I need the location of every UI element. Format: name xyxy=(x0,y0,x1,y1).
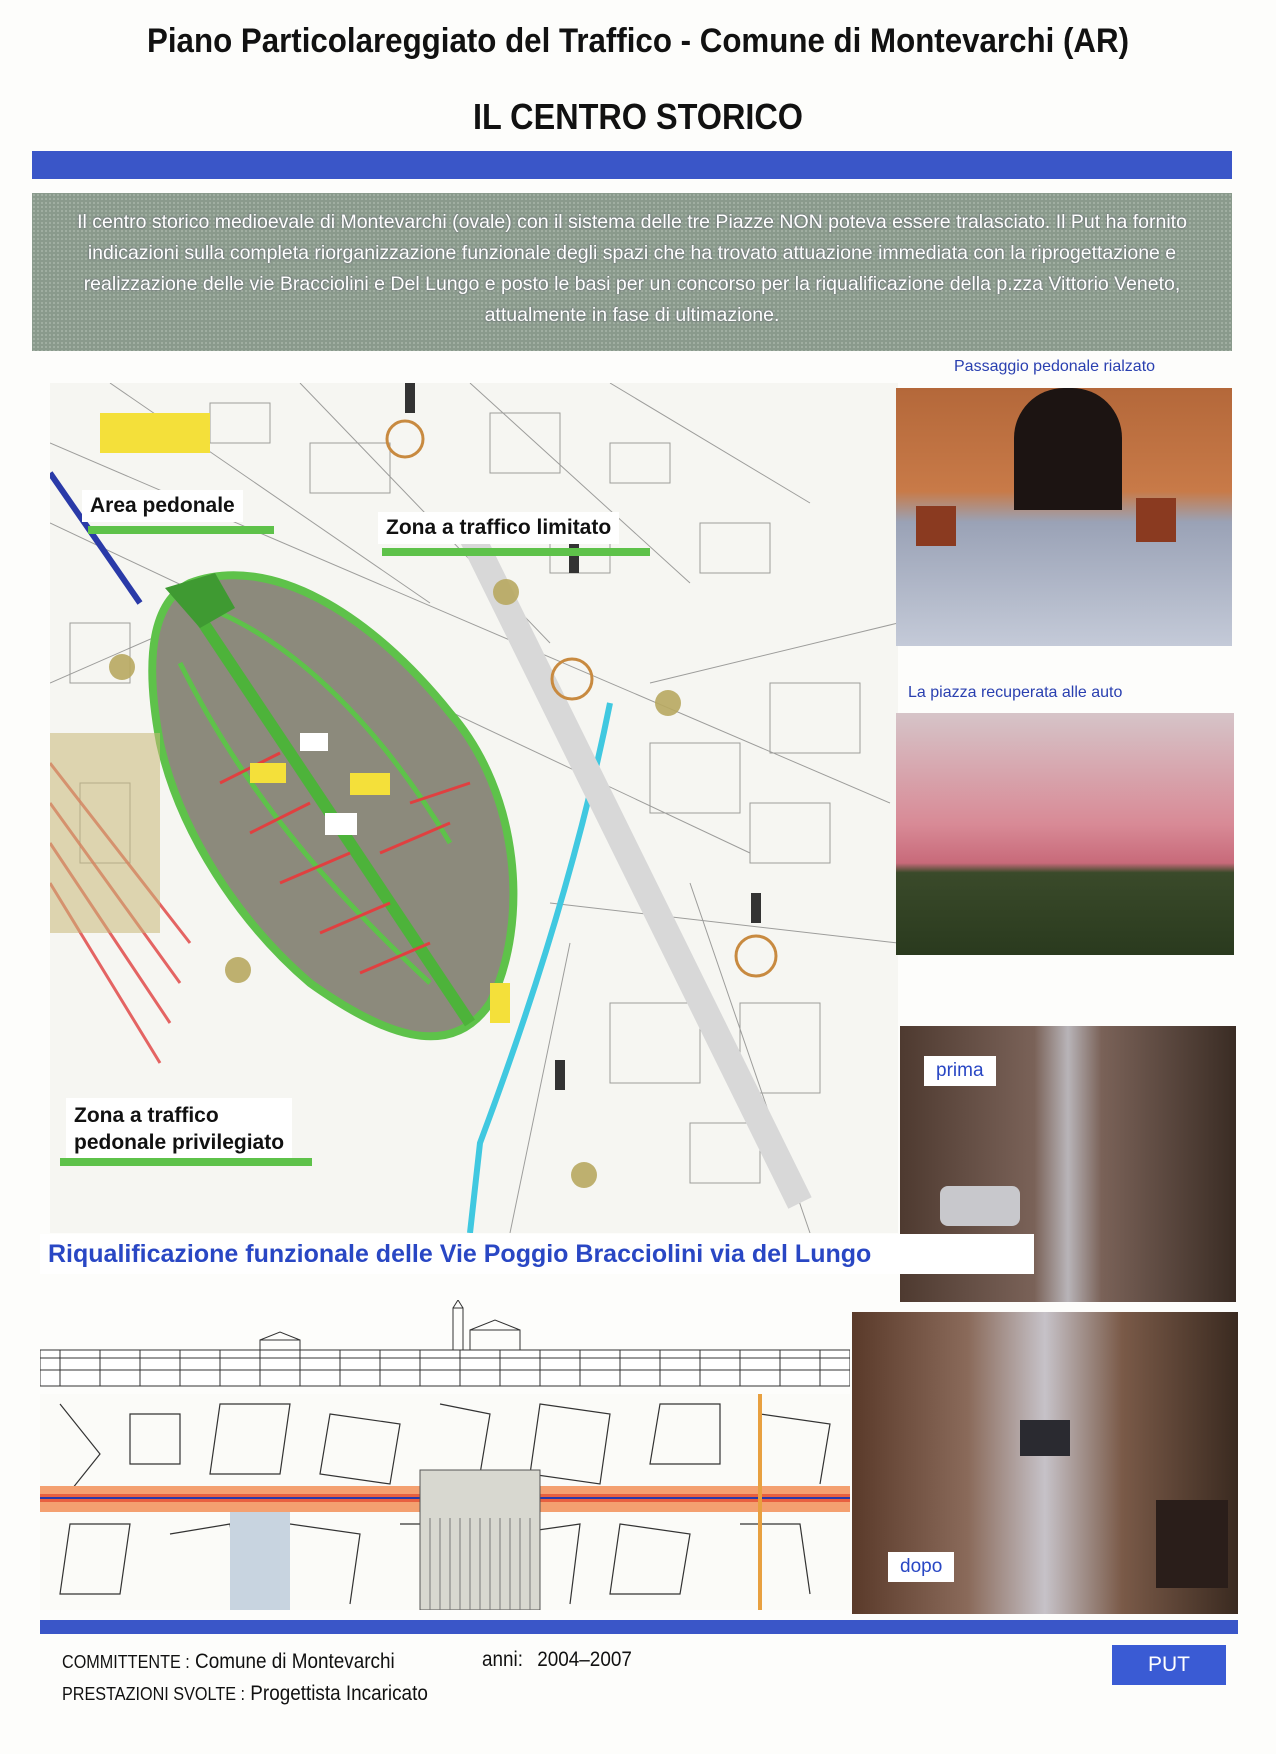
services-label: PRESTAZIONI SVOLTE : xyxy=(62,1684,246,1704)
elevation-svg xyxy=(40,1300,850,1392)
label-pedestrian-area: Area pedonale xyxy=(82,490,243,522)
photo-car-after xyxy=(1020,1420,1070,1456)
plan-svg xyxy=(40,1394,850,1610)
page-subtitle: IL CENTRO STORICO xyxy=(472,96,804,137)
years-value: 2004–2007 xyxy=(537,1648,632,1671)
photo-archway xyxy=(1014,388,1122,510)
photo-planter-left xyxy=(916,506,956,546)
photo-raised-crossing xyxy=(896,388,1232,646)
caption-raised-crossing: Passaggio pedonale rialzato xyxy=(954,358,1156,375)
client-label: COMMITTENTE : xyxy=(62,1652,190,1672)
bottom-divider-band xyxy=(40,1620,1238,1634)
label-pedestrian-privileged-zone xyxy=(66,1098,292,1160)
years-line xyxy=(482,1648,632,1672)
photo-planter-right xyxy=(1136,498,1176,542)
years-label: anni: xyxy=(482,1648,523,1671)
photo-recovered-square xyxy=(896,713,1234,955)
services-value: Progettista Incaricato xyxy=(250,1682,428,1705)
street-plan-drawing xyxy=(40,1394,850,1610)
put-badge: PUT xyxy=(1112,1645,1226,1685)
top-divider-band xyxy=(32,151,1232,179)
photo-planter-after xyxy=(1156,1500,1228,1588)
services-line xyxy=(62,1682,428,1706)
client-line xyxy=(62,1650,395,1674)
label-limited-traffic-zone: Zona a traffico limitato xyxy=(378,512,619,544)
photo-street-after xyxy=(852,1312,1238,1614)
limited-traffic-underline xyxy=(382,548,650,556)
after-label: dopo xyxy=(888,1552,954,1582)
caption-recovered-square: La piazza recuperata alle auto xyxy=(908,684,1123,701)
label-privileged-line2: pedonale privilegiato xyxy=(74,1131,285,1154)
section-heading: Riqualificazione funzionale delle Vie Poggio Bracciolini via del Lungo xyxy=(40,1234,1034,1274)
pedestrian-area-underline xyxy=(88,526,274,534)
label-privileged-line1: Zona a traffico xyxy=(74,1104,219,1127)
page-title: Piano Particolareggiato del Traffico - Comune di Montevarchi (AR) xyxy=(147,22,1129,60)
street-elevation-drawing xyxy=(40,1300,850,1392)
intro-text-box: Il centro storico medioevale di Montevarchi (ovale) con il sistema delle tre Piazze NON poteva essere tralasciato. Il Put ha fornito indicazioni sulla completa riorganizzazione funzionale degli spazi che ha trovato attuazione immediata con la riprogettazione e realizzazione delle vie Bracciolini e Del Lungo e posto le basi per un concorso per la riqualificazione della p.zza Vittorio Veneto, attualmente in fase di ultimazione. xyxy=(32,193,1232,351)
privileged-zone-underline xyxy=(60,1158,312,1166)
before-label: prima xyxy=(924,1056,996,1086)
photo-parked-car xyxy=(940,1186,1020,1226)
client-value: Comune di Montevarchi xyxy=(195,1650,395,1673)
